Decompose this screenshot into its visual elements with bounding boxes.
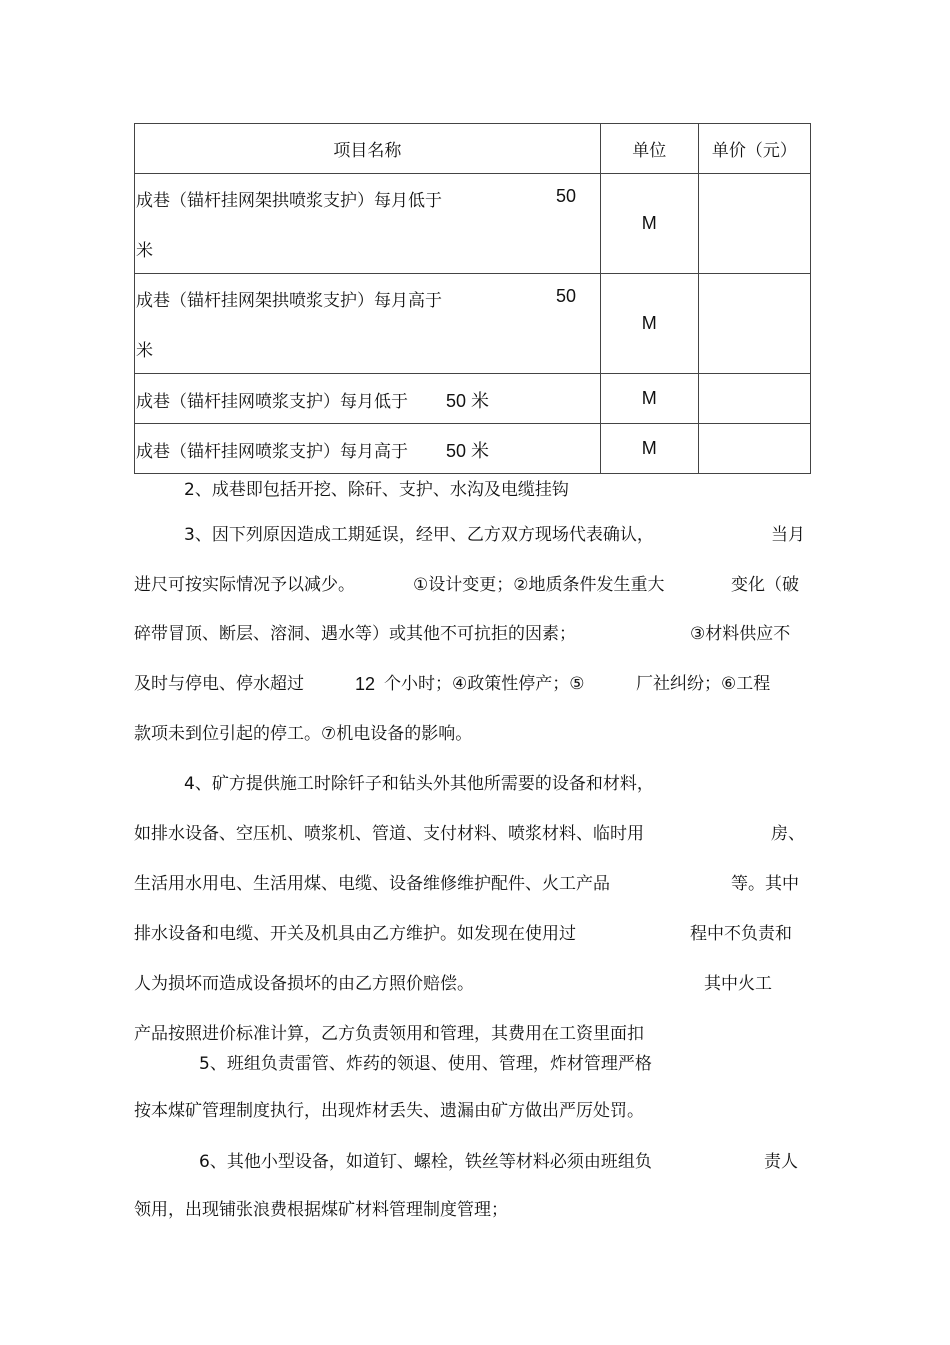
table-row bbox=[135, 174, 811, 274]
item-name-number: 50 bbox=[556, 186, 577, 206]
item-name-text-wrap: 米 bbox=[136, 341, 153, 361]
unit-cell: M bbox=[600, 274, 698, 374]
paragraph-line: 5、班组负责雷管、炸药的领退、使用、管理，炸材管理严格 bbox=[199, 1054, 652, 1074]
item-name-text: 成巷（锚杆挂网架拱喷浆支护）每月低于 bbox=[136, 191, 442, 211]
header-unit: 单位 bbox=[600, 124, 698, 174]
item-name-number: 50 米 bbox=[446, 391, 490, 411]
unit-cell: M bbox=[600, 424, 698, 474]
paragraph-line: 变化（破 bbox=[731, 575, 799, 595]
item-name-number: 50 米 bbox=[446, 441, 490, 461]
item-name-text-wrap: 米 bbox=[136, 241, 153, 261]
paragraph-line: 3、因下列原因造成工期延误，经甲、乙方双方现场代表确认， bbox=[184, 525, 654, 545]
paragraph-line: 按本煤矿管理制度执行，出现炸材丢失、遗漏由矿方做出严厉处罚。 bbox=[134, 1101, 644, 1121]
price-cell bbox=[698, 174, 810, 274]
paragraph-line: 产品按照进价标准计算，乙方负责领用和管理，其费用在工资里面扣 bbox=[134, 1024, 644, 1044]
paragraph-line: 领用，出现铺张浪费根据煤矿材料管理制度管理； bbox=[134, 1200, 508, 1220]
item-name-cell bbox=[135, 174, 601, 274]
item-name-cell bbox=[135, 374, 601, 424]
header-item-name: 项目名称 bbox=[135, 124, 601, 174]
paragraph-line: 程中不负责和 bbox=[690, 924, 792, 944]
header-unit-price: 单价（元） bbox=[698, 124, 810, 174]
paragraph-line: 款项未到位引起的停工。⑦机电设备的影响。 bbox=[134, 724, 473, 744]
paragraph-line: 4、矿方提供施工时除钎子和钻头外其他所需要的设备和材料， bbox=[184, 774, 654, 794]
item-name-number: 50 bbox=[556, 286, 577, 306]
paragraph-line: 其中火工 bbox=[704, 974, 772, 994]
unit-cell: M bbox=[600, 374, 698, 424]
paragraph-line: 责人 bbox=[764, 1152, 798, 1172]
paragraph-line: 人为损坏而造成设备损坏的由乙方照价赔偿。 bbox=[134, 974, 474, 994]
paragraph-line: 进尺可按实际情况予以减少。 bbox=[134, 575, 355, 595]
paragraph-line: 房、 bbox=[771, 824, 805, 844]
paragraph-line: 个小时；④政策性停产；⑤ bbox=[384, 674, 585, 694]
item-name-cell bbox=[135, 274, 601, 374]
table-row bbox=[135, 424, 811, 474]
paragraph-line: 及时与停电、停水超过 bbox=[134, 674, 304, 694]
price-cell bbox=[698, 374, 810, 424]
unit-cell: M bbox=[600, 174, 698, 274]
paragraph-line: 排水设备和电缆、开关及机具由乙方维护。如发现在使用过 bbox=[134, 924, 576, 944]
paragraph-line: ①设计变更；②地质条件发生重大 bbox=[413, 575, 665, 595]
paragraph-line: 碎带冒顶、断层、溶洞、遇水等）或其他不可抗拒的因素； bbox=[134, 624, 576, 644]
paragraph-line: ③材料供应不 bbox=[690, 624, 791, 644]
table-row bbox=[135, 274, 811, 374]
price-cell bbox=[698, 274, 810, 374]
paragraph-line: 等。其中 bbox=[731, 874, 799, 894]
paragraph-line: 当月 bbox=[771, 525, 805, 545]
paragraph-number: 12 bbox=[355, 674, 376, 694]
paragraph-line: 2、成巷即包括开挖、除矸、支护、水沟及电缆挂钩 bbox=[184, 480, 569, 500]
paragraph-line: 6、其他小型设备，如道钉、螺栓，铁丝等材料必须由班组负 bbox=[199, 1152, 652, 1172]
item-name-cell bbox=[135, 424, 601, 474]
table-row bbox=[135, 374, 811, 424]
price-cell bbox=[698, 424, 810, 474]
price-table bbox=[134, 123, 811, 474]
item-name-text: 成巷（锚杆挂网架拱喷浆支护）每月高于 bbox=[136, 291, 442, 311]
item-name-text: 成巷（锚杆挂网喷浆支护）每月高于 bbox=[136, 442, 408, 462]
paragraph-line: 生活用水用电、生活用煤、电缆、设备维修维护配件、火工产品 bbox=[134, 874, 610, 894]
table-header-row bbox=[135, 124, 811, 174]
paragraph-line: 厂社纠纷；⑥工程 bbox=[636, 674, 771, 694]
paragraph-line: 如排水设备、空压机、喷浆机、管道、支付材料、喷浆材料、临时用 bbox=[134, 824, 644, 844]
item-name-text: 成巷（锚杆挂网喷浆支护）每月低于 bbox=[136, 392, 408, 412]
